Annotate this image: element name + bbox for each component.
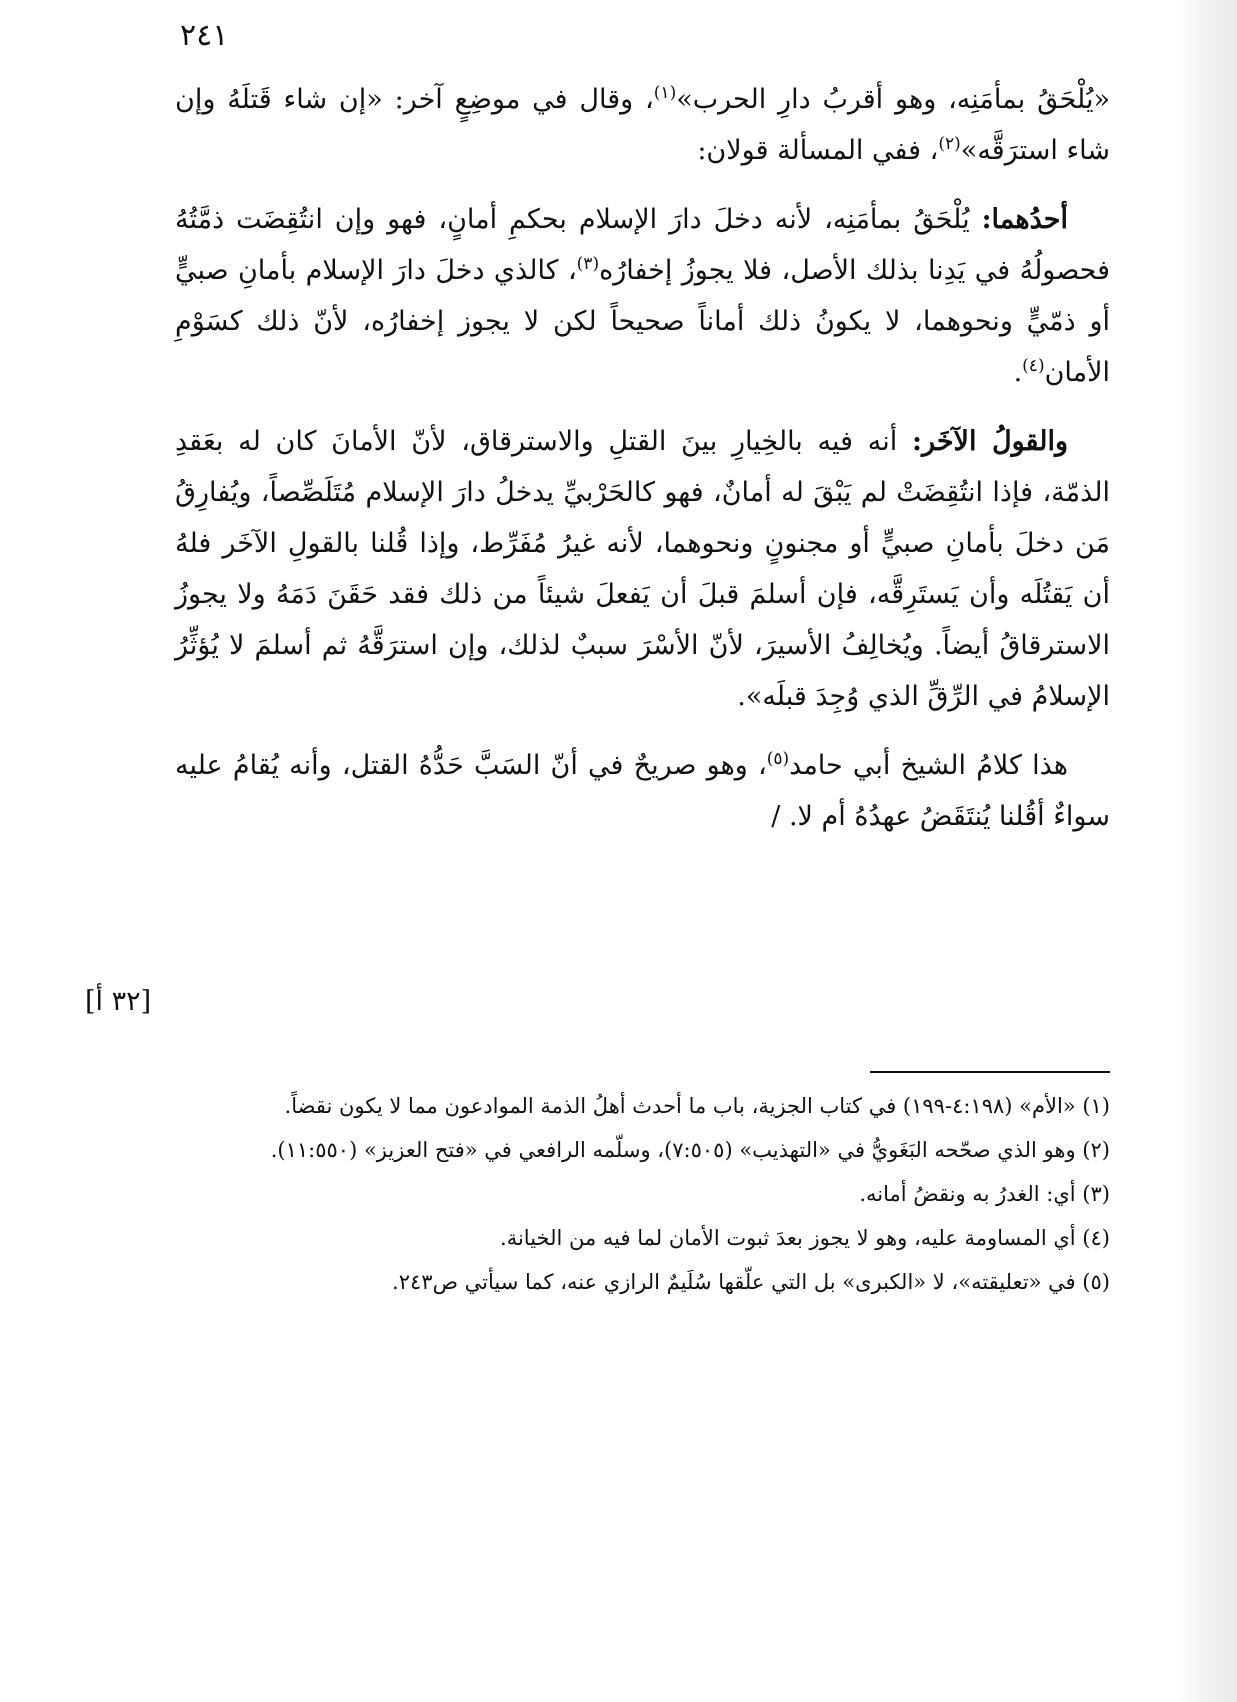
paragraph-4	[175, 740, 1110, 842]
footnote-ref-4[interactable]: (٤)	[1022, 356, 1045, 376]
paragraph-2-text-c: .	[1013, 357, 1023, 388]
paragraph-2-lead: أحدُهما:	[981, 204, 1068, 235]
paragraph-3	[175, 416, 1110, 722]
footnote-ref-1[interactable]: (١)	[653, 83, 677, 103]
paragraph-1	[175, 74, 1110, 176]
footnote-4: (٤) أي المساومة عليه، وهو لا يجوز بعدَ ثبوت الأمان لما فيه من الخيانة.	[500, 1226, 1110, 1250]
paragraph-3-lead: والقولُ الآخَر:	[912, 426, 1068, 457]
paragraph-2	[175, 194, 1110, 398]
footnote-2: (٢) وهو الذي صحّحه البَغَويُّ في «التهذيب» (٧:٥٠٥)، وسلّمه الرافعي في «فتح العزيز» (١١:٥٥٠).	[270, 1138, 1110, 1162]
paragraph-1-text-a: «يُلْحَقُ بمأمَنِه، وهو أقربُ دارِ الحرب»	[676, 84, 1110, 115]
paragraph-1-text-c: ، ففي المسألة قولان:	[697, 135, 939, 166]
manuscript-folio-marker: [٣٢ أ]	[85, 986, 152, 1017]
footnote-separator	[870, 1071, 1110, 1073]
footnotes	[175, 1086, 1110, 1306]
page-spine-shadow	[1177, 0, 1237, 1702]
paragraph-3-text: أنه فيه بالخِيارِ بينَ القتلِ والاسترقاق، لأنّ الأمانَ كان له بعَقدِ الذمّة، فإذا انتُقِضَتْ لم يَبْقَ له أمانٌ، فهو كالحَرْبيِّ يدخلُ دارَ الإسلام مُتَلَصِّصاً، ويُفارِقُ مَن دخلَ بأمانِ صبيٍّ أو مجنونٍ ونحوهما، لأنه غيرُ مُفَرِّط، وإذا قُلنا بالقولِ الآخَر فلهُ أن يَقتُلَه وأن يَستَرِقَّه، فإن أسلمَ قبلَ أن يَفعلَ شيئاً من ذلك فقد حَقَنَ دَمَهُ ولا يجوزُ الاسترقاقُ أيضاً. ويُخالِفُ الأسيرَ، لأنّ الأسْرَ سببٌ لذلك، وإن استرَقَّهُ ثم أسلمَ لا يُؤثِّرُ الإسلامُ في الرِّقِّ الذي وُجِدَ قبلَه».	[175, 426, 1110, 712]
paragraph-4-text-a: هذا كلامُ الشيخ أبي حامد	[789, 750, 1069, 781]
footnote-3: (٣) أي: الغدرُ به ونقضُ أمانه.	[859, 1182, 1110, 1206]
footnote-ref-3[interactable]: (٣)	[576, 254, 600, 274]
paragraph-4-text-b: ، وهو صريحٌ في أنّ السَبَّ حَدُّهُ القتل، وأنه يُقامُ عليه سواءٌ أقُلنا يُنتَقَضُ عهدُهُ أم لا. /	[175, 750, 1110, 832]
paragraph-1-text-b: ، وقال في موضِعٍ آخر: «إن شاء قَتلَهُ وإن شاء استرَقَّه»	[175, 84, 1110, 166]
footnote-1: (١) «الأم» (٤:١٩٨-١٩٩) في كتاب الجزية، باب ما أحدث أهلُ الذمة الموادعون مما لا يكون نقضاً.	[284, 1094, 1110, 1118]
paragraph-2-text-b: ، كالذي دخلَ دارَ الإسلام بأمانِ صبيٍّ أو ذمّيٍّ ونحوهما، لا يكونُ ذلك أماناً صحيحاً لكن لا يجوز إخفارُه، لأنّ ذلك كسَوْمِ الأمان	[175, 255, 1110, 388]
paragraph-2-text-a: يُلْحَقُ بمأمَنِه، لأنه دخلَ دارَ الإسلام بحكمِ أمانٍ، فهو وإن انتُقِضَت ذمَّتُهُ فحصولُهُ في يَدِنا بذلك الأصل، فلا يجوزُ إخفارُه	[175, 204, 1110, 286]
main-text	[175, 74, 1110, 860]
page-number: ٢٤١	[180, 18, 229, 53]
footnote-ref-5[interactable]: (٥)	[766, 749, 790, 769]
footnote-ref-2[interactable]: (٢)	[938, 134, 961, 154]
footnote-5: (٥) في «تعليقته»، لا «الكبرى» بل التي علّقها سُلَيمٌ الرازي عنه، كما سيأتي ص٢٤٣.	[392, 1270, 1110, 1294]
